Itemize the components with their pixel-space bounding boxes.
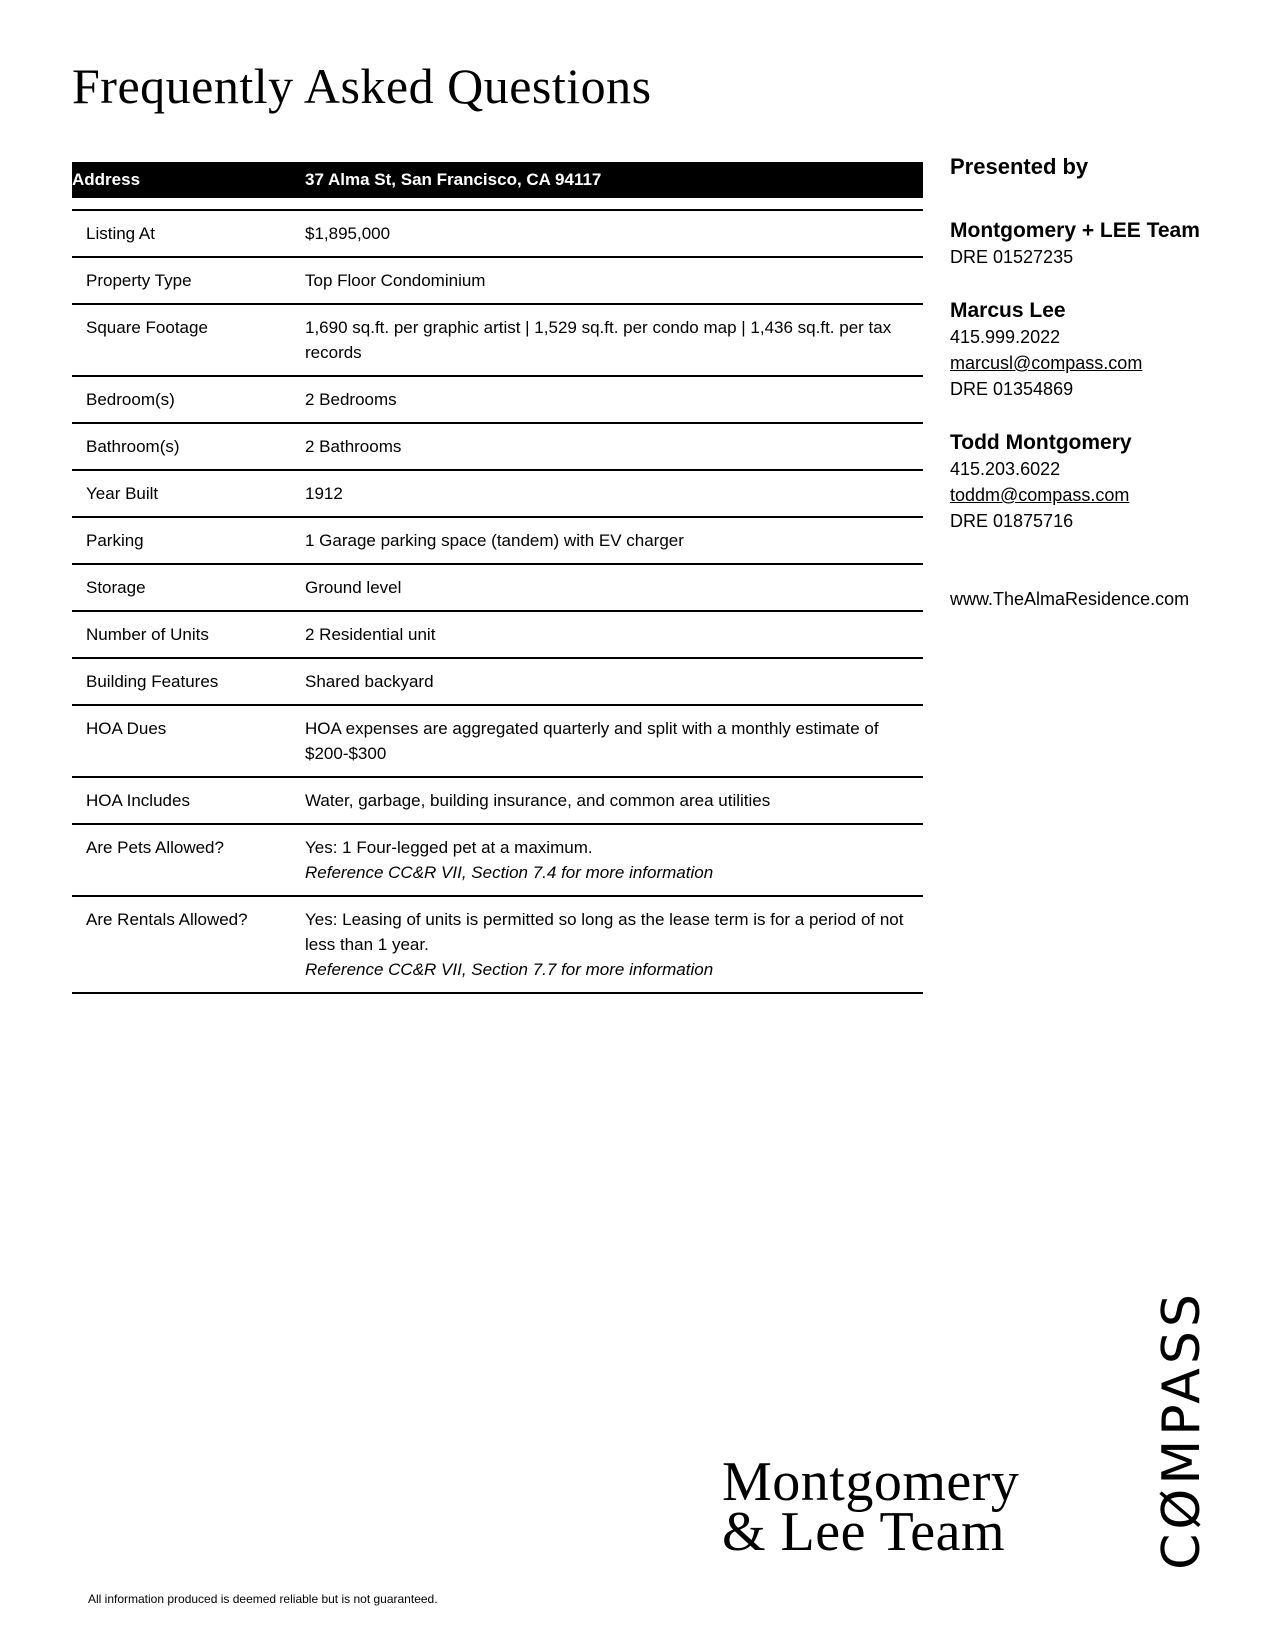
row-label: Storage [72, 564, 305, 611]
disclaimer-text: All information produced is deemed reliable but is not guaranteed. [88, 1592, 438, 1606]
faq-row-are-rentals-allowed [72, 896, 923, 993]
row-value-cell [305, 470, 923, 517]
faq-row-building-features [72, 658, 923, 705]
row-value: Shared backyard [305, 672, 434, 691]
presented-by-heading: Presented by [950, 154, 1089, 179]
website-url: www.TheAlmaResidence.com [950, 589, 1190, 609]
agent-list [950, 298, 1240, 534]
agent-dre: DRE 01354869 [950, 379, 1074, 399]
page-title: Frequently Asked Questions [72, 58, 652, 114]
faq-row-hoa-includes [72, 777, 923, 824]
team-block [950, 218, 1240, 270]
row-label: Square Footage [72, 304, 305, 376]
faq-row-bedroom-s [72, 376, 923, 423]
team-name: Montgomery + LEE Team [950, 219, 1200, 242]
row-label: HOA Includes [72, 777, 305, 824]
team-dre: DRE 01527235 [950, 247, 1074, 267]
row-value: Yes: Leasing of units is permitted so long as the lease term is for a period of not less than 1 year. [305, 910, 904, 954]
row-value: 1912 [305, 484, 343, 503]
row-value: $1,895,000 [305, 224, 391, 243]
row-value: Top Floor Condominium [305, 271, 486, 290]
agent-phone: 415.999.2022 [950, 327, 1061, 347]
agent-email-link[interactable]: marcusl@compass.com [950, 353, 1143, 373]
agent-dre: DRE 01875716 [950, 511, 1074, 531]
table-header-row [72, 162, 923, 198]
team-logo-line1: Montgomery [722, 1451, 1020, 1513]
row-label: Building Features [72, 658, 305, 705]
faq-row-are-pets-allowed [72, 824, 923, 896]
faq-row-hoa-dues [72, 705, 923, 777]
row-reference-note: Reference CC&R VII, Section 7.4 for more information [305, 863, 714, 882]
row-label: Bathroom(s) [72, 423, 305, 470]
row-value: 2 Bathrooms [305, 437, 402, 456]
agent-block-marcus-lee [950, 298, 1240, 402]
row-label: Bedroom(s) [72, 376, 305, 423]
row-value: Yes: 1 Four-legged pet at a maximum. [305, 838, 593, 857]
agent-phone: 415.203.6022 [950, 459, 1061, 479]
row-label: Are Pets Allowed? [72, 824, 305, 896]
faq-row-bathroom-s [72, 423, 923, 470]
row-value-cell [305, 611, 923, 658]
row-value: HOA expenses are aggregated quarterly and split with a monthly estimate of $200-$300 [305, 719, 879, 763]
row-label: Property Type [72, 257, 305, 304]
table-header-spacer [72, 198, 923, 210]
agent-name: Todd Montgomery [950, 431, 1132, 454]
row-value-cell [305, 824, 923, 896]
presented-by-sidebar [950, 154, 1240, 612]
faq-row-year-built [72, 470, 923, 517]
row-value: Water, garbage, building insurance, and common area utilities [305, 791, 771, 810]
compass-logo: CØMPASS [1152, 1290, 1212, 1570]
faq-row-parking [72, 517, 923, 564]
row-value-cell [305, 376, 923, 423]
row-value: 1,690 sq.ft. per graphic artist | 1,529 sq.ft. per condo map | 1,436 sq.ft. per tax records [305, 318, 892, 362]
row-label: Listing At [72, 210, 305, 257]
team-logo [722, 1451, 1020, 1563]
row-value-cell [305, 564, 923, 611]
row-label: Year Built [72, 470, 305, 517]
agent-name: Marcus Lee [950, 299, 1066, 322]
row-value: 2 Residential unit [305, 625, 436, 644]
table-header-label: Address [72, 162, 305, 198]
row-value: Ground level [305, 578, 402, 597]
row-value-cell [305, 304, 923, 376]
row-value: 1 Garage parking space (tandem) with EV charger [305, 531, 684, 550]
row-value-cell [305, 517, 923, 564]
row-reference-note: Reference CC&R VII, Section 7.7 for more information [305, 960, 714, 979]
row-value-cell [305, 658, 923, 705]
row-value: 2 Bedrooms [305, 390, 397, 409]
row-label: Number of Units [72, 611, 305, 658]
faq-table-body [72, 210, 923, 993]
row-value-cell [305, 896, 923, 993]
faq-row-storage [72, 564, 923, 611]
row-value-cell [305, 423, 923, 470]
agent-email-link[interactable]: toddm@compass.com [950, 485, 1130, 505]
faq-row-square-footage [72, 304, 923, 376]
row-label: Are Rentals Allowed? [72, 896, 305, 993]
row-label: HOA Dues [72, 705, 305, 777]
agent-block-todd-montgomery [950, 430, 1240, 534]
row-value-cell [305, 257, 923, 304]
table-header-value: 37 Alma St, San Francisco, CA 94117 [305, 162, 923, 198]
row-value-cell [305, 705, 923, 777]
row-value-cell [305, 210, 923, 257]
team-logo-line2: & Lee Team [722, 1501, 1006, 1563]
row-value-cell [305, 777, 923, 824]
faq-row-property-type [72, 257, 923, 304]
row-label: Parking [72, 517, 305, 564]
faq-row-listing-at [72, 210, 923, 257]
faq-table [72, 162, 923, 994]
faq-row-number-of-units [72, 611, 923, 658]
